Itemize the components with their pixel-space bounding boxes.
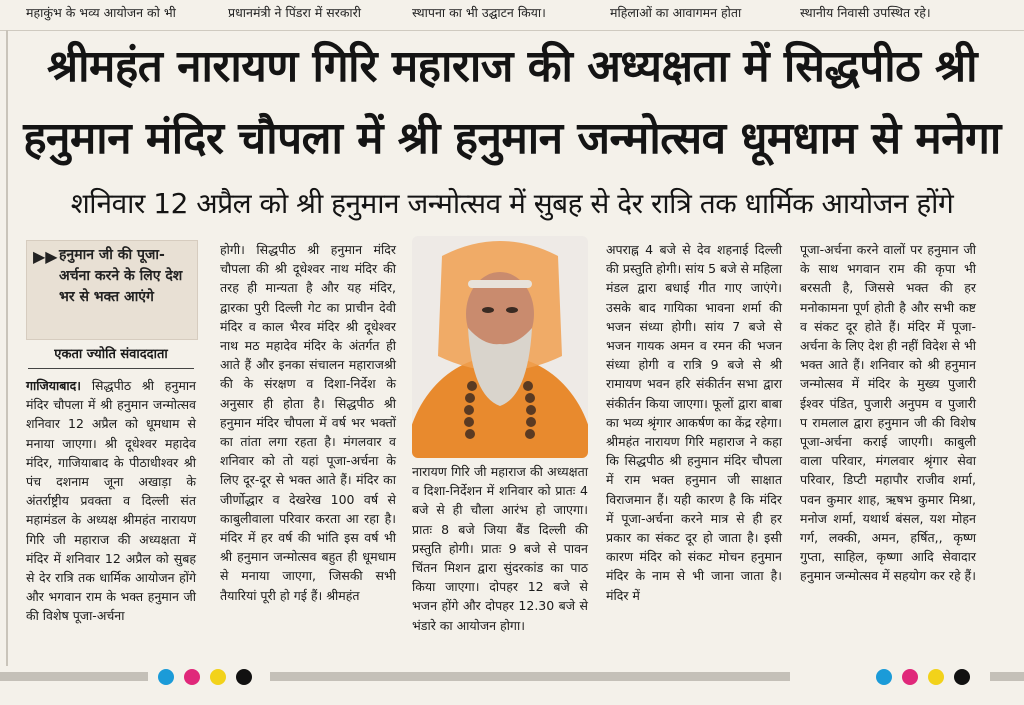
column-4-text: अपराह्न 4 बजे से देव शहनाई दिल्ली की प्रस्तुति होगी। सांय 5 बजे से महिला मंडल द्वारा बधाई गीत गाए जाएंगे। उसके बाद गायिका भावना शर्मा की भजन संध्या होगी। सांय 7 बजे से भजन गायक अमन व रमन की भजन संध्या होगी व रात्रि 9 बजे से श्री रामायण भवन हरि संकीर्तन सभा द्वारा संकीर्तन किया जाएगा। फूलों द्वारा बाबा का भव्य श्रृंगार आकर्षण का केंद्र रहेगा। श्रीमहंत नारायण गिरि महाराज ने कहा कि सिद्धपीठ श्री हनुमान मंदिर चौपला में राम भक्त हनुमान जी साक्षात विराजमान हैं। यही कारण है कि मंदिर में पूजा-अर्चना करने मात्र से ही हर प्रकार का संकट दूर हो जाता है। इसी कारण मंदिर को संकट मोचन हनुमान मंदिर के नाम से भी जाना जाता है। मंदिर में [606,242,782,603]
cyan-registration-dot [158,669,174,685]
column-1-text: सिद्धपीठ श्री हनुमान मंदिर चौपला में श्री हनुमान जन्मोत्सव शनिवार 12 अप्रैल को धूमधाम से मनाया जाएगा। श्री दूधेश्वर महादेव मंदिर, गाजियाबाद के पीठाधीश्वर श्री पंच दशनाम जूना अखाड़ा के अंतर्राष्ट्रीय प्रवक्ता व दिल्ली संत महामंडल के अध्यक्ष श्रीमहंत नारायण गिरि जी महाराज की अध्यक्षता में मंदिर में शनिवार 12 अप्रैल को सुबह से देर रात्रि तक धार्मिक आयोजन होंगे और भगवान राम के भक्त हनुमान जी की विशेष पूजा-अर्चना [26,378,196,624]
double-arrow-icon: ▶▶ [33,247,58,266]
column-2-text: होगी। सिद्धपीठ श्री हनुमान मंदिर चौपला की श्री दूधेश्वर नाथ मंदिर की तरह ही मान्यता है और यह मंदिर, द्वारका पुरी दिल्ली गेट का प्राचीन देवी मंदिर व काल भैरव मंदिर श्री दूधेश्वर नाथ मठ महादेव मंदिर के अंतर्गत ही आते हैं और इनका संचालन महाराजश्री की के संरक्षण व दिशा-निर्देश के अनुसार ही होता है। सिद्धपीठ श्री हनुमान मंदिर चौपला में वर्ष भर भक्तों का तांता लगा रहता है। मंगलवार व शनिवार को तो यहां पूजा-अर्चना के लिए दूर-दूर से भक्त आते हैं। मंदिर का जीर्णोद्धार व देखरेख 100 वर्ष से काबुलीवाला परिवार करता आ रहा है। मंदिर में हर वर्ष की भांति इस वर्ष भी श्री हनुमान जन्मोत्सव बहुत ही धूमधाम से मनाया जाएगा, जिसकी सभी तैयारियां पूरी हो गई हैं। श्रीमहंत [220,242,396,603]
byline: एकता ज्योति संवाददाता [54,347,168,362]
magenta-registration-dot [902,669,918,685]
portrait-photo [412,236,588,458]
top-fragment: स्थापना का भी उद्घाटन किया। [412,5,546,20]
previous-article-strip [0,0,1024,31]
cyan-registration-dot [876,669,892,685]
top-fragment: महाकुंभ के भव्य आयोजन को भी [26,5,176,20]
black-registration-dot [236,669,252,685]
article-column-5 [800,240,976,586]
print-registration-bar [0,666,1024,684]
subheadline: शनिवार 12 अप्रैल को श्री हनुमान जन्मोत्सव में सुबह से देर रात्रि तक धार्मिक आयोजन होंगे [70,187,954,220]
top-fragment: महिलाओं का आवागमन होता [610,5,742,20]
bar-segment [270,672,790,681]
saint-portrait-image [412,236,588,458]
yellow-registration-dot [210,669,226,685]
article-column-1 [26,376,196,626]
black-registration-dot [954,669,970,685]
byline-rule [28,368,194,369]
bar-segment [990,672,1024,681]
article-column-4 [606,240,782,605]
top-fragment: स्थानीय निवासी उपस्थित रहे। [800,5,931,20]
top-fragment: प्रधानमंत्री ने पिंडरा में सरकारी [228,5,362,20]
yellow-registration-dot [928,669,944,685]
article-column-3 [412,462,588,635]
headline-line-2: हनुमान मंदिर चौपला में श्री हनुमान जन्मोत्सव धूमधाम से मनेगा [23,113,1001,164]
magenta-registration-dot [184,669,200,685]
bar-segment [0,672,148,681]
article-column-2 [220,240,396,605]
highlight-text: हनुमान जी की पूजा-अर्चना करने के लिए देश भर से भक्त आएंगे [59,247,183,305]
column-3-text: नारायण गिरि जी महाराज की अध्यक्षता व दिशा-निर्देशन में शनिवार को प्रातः 4 बजे से ही चौला आरंभ हो जाएगा। प्रातः 8 बजे जिया बैंड दिल्ली की प्रस्तुति होगी। प्रातः 9 बजे से पावन चिंतन मिशन द्वारा सुंदरकांड का पाठ किया जाएगा। दोपहर 12 बजे से भजन होंगे और दोपहर 12.30 बजे से भंडारे का आयोजन होगा। [412,464,588,633]
headline-line-1: श्रीमहंत नारायण गिरि महाराज की अध्यक्षता में सिद्धपीठ श्री [46,41,978,92]
highlight-box [26,240,198,340]
column-5-text: पूजा-अर्चना करने वालों पर हनुमान जी के साथ भगवान राम की कृपा भी बरसती है, जिससे भक्त की हर मनोकामना पूर्ण होती है और सभी कष्ट व संकट दूर होते हैं। मंदिर में पूजा-अर्चना के लिए देश ही नहीं विदेश से भी भक्त आते हैं। शनिवार को श्री हनुमान जन्मोत्सव में मंदिर के मुख्य पुजारी ईश्वर पंडित, पुजारी अनुपम व पुजारी प रामलाल द्वारा हनुमान जी की विशेष पूजा-अर्चना कराई जाएगी। काबुली वाला परिवार, मंगलवार श्रृंगार सेवा परिवार, डिप्टी महापौर राजीव शर्मा, पवन कुमार शाह, ऋषभ कुमार मिश्रा, मनोज शर्मा, यथार्थ बंसल, यश मोहन गर्ग, लक्की, अमन, हर्षित,, कृष्ण गुप्ता, साहिल, कृष्णा आदि सेवादार हनुमान जन्मोत्सव में सहयोग कर रहे हैं। [800,242,976,584]
dateline: गाजियाबाद। [26,378,82,393]
